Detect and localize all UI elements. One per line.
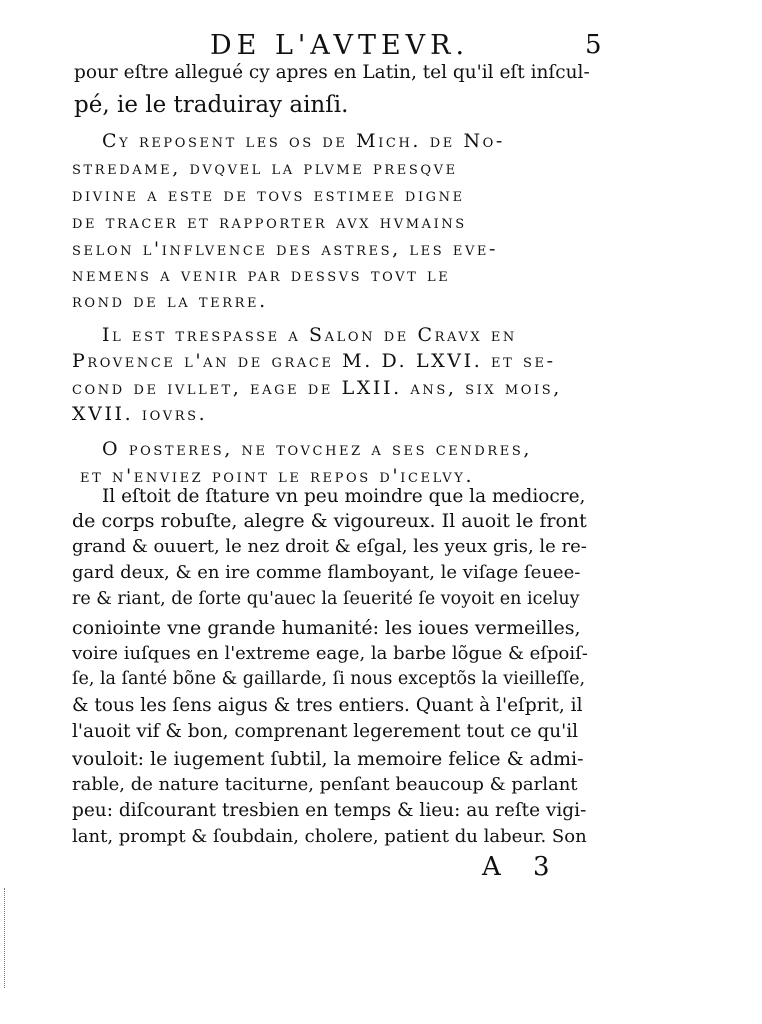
text-line: voire iuſques en l'extreme eage, la barbe lõgue & eſpoiſ- [72,643,588,664]
text-line: grand & ouuert, le nez droit & eſgal, les yeux gris, le re- [72,536,587,557]
epitaph-line: nemens a venir par dessvs tovt le [72,264,451,286]
epitaph-line: O posteres, ne tovchez a ses cendres, [102,438,533,460]
signature-mark: A 3 [482,852,562,882]
text-line: gard deux, & en ire comme flamboyant, le viſage ſeuee- [72,562,581,583]
text-line: re & riant, de ſorte qu'auec la ſeuerité ſe voyoit en iceluy [72,589,580,609]
text-line: lant, prompt & ſoubdain, cholere, patient du labeur. Son [72,826,587,847]
page-number: 5 [585,30,602,60]
text-line: & tous les ſens aigus & tres entiers. Quant à l'eſprit, il [72,695,583,716]
epitaph-line: selon l'inflvence des astres, les eve- [72,238,499,260]
epitaph-line: de tracer et rapporter avx hvmains [72,211,467,233]
epitaph-line: XVII. iovrs. [72,403,208,425]
epitaph-line: rond de la terre. [72,290,268,312]
text-line: rable, de nature taciturne, penſant beaucoup & parlant [72,774,578,795]
scan-margin-artifact [4,888,9,988]
epitaph-line: Provence l'an de grace M. D. LXVI. et se- [72,350,556,372]
epitaph-line: et n'enviez point le repos d'icelvy. [80,465,475,487]
text-line: coniointe vne grande humanité: les ioues vermeilles, [72,617,581,639]
text-line: pé, ie le traduiray ainſi. [74,92,349,118]
epitaph-line: divine a este de tovs estimee digne [72,184,465,206]
epitaph-line: Il est trespasse a Salon de Cravx en [102,324,517,346]
text-line: l'auoit vif & bon, comprenant legerement tout ce qu'il [72,721,579,742]
text-line: ſe, la ſanté bõne & gaillarde, ſi nous exceptõs la vieilleſſe, [72,669,586,689]
text-line: Il eſtoit de ſtature vn peu moindre que la mediocre, [102,486,586,507]
running-head: DE L'AVTEVR. [210,30,470,61]
epitaph-line: cond de ivllet, eage de LXII. ans, six mois, [72,377,562,399]
text-line: peu: diſcourant tresbien en temps & lieu: au reſte vigi- [72,800,587,821]
epitaph-line: stredame, dvqvel la plvme presqve [72,157,458,179]
text-line: pour eſtre allegué cy apres en Latin, tel qu'il eſt inſcul- [74,62,590,83]
epitaph-line: Cy reposent les os de Mich. de No- [102,130,505,152]
text-line: vouloit: le iugement ſubtil, la memoire felice & admi- [72,748,584,770]
text-line: de corps robuſte, alegre & vigoureux. Il auoit le front [72,510,587,532]
